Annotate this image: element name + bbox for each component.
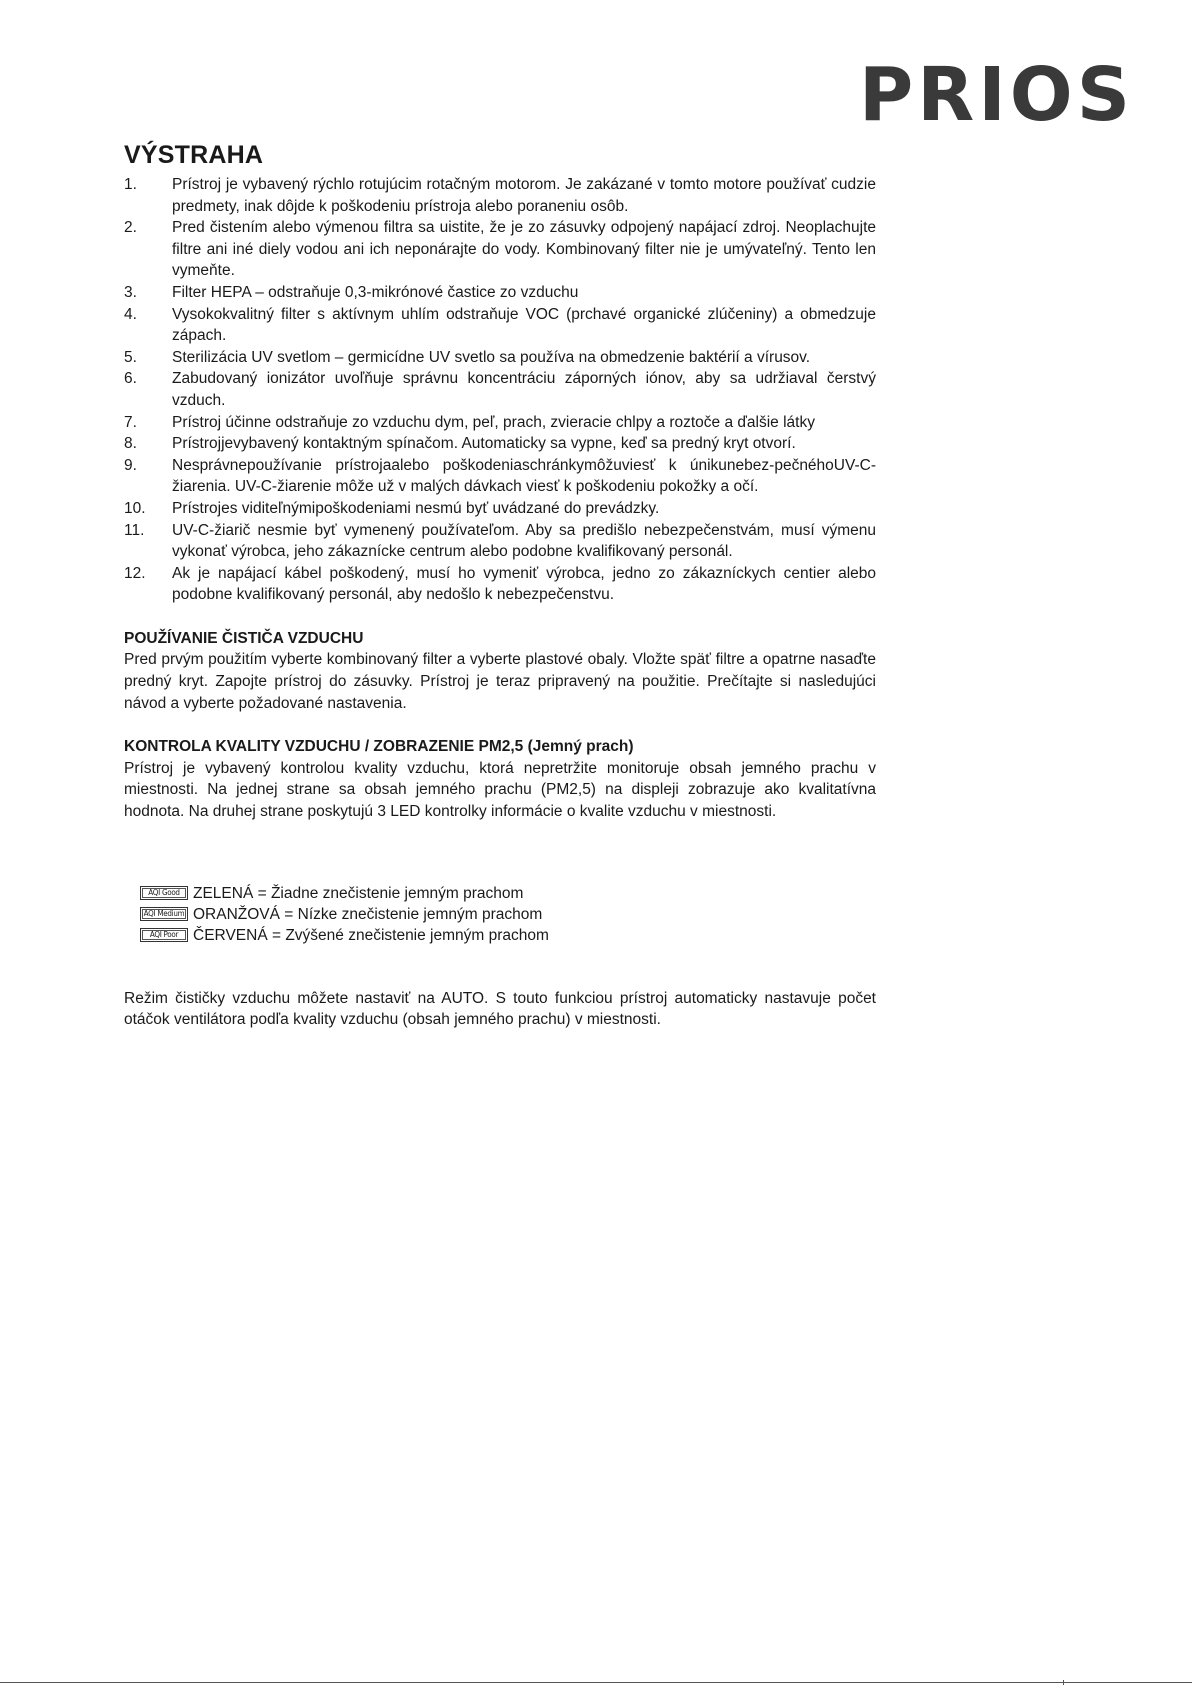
air-quality-heading: KONTROLA KVALITY VZDUCHU / ZOBRAZENIE PM2,5 (Jemný prach) [124, 738, 634, 756]
page-bottom-tick [1063, 1680, 1064, 1685]
warning-item-number: 5. [124, 348, 137, 366]
auto-mode-section [124, 988, 876, 1031]
warning-item [124, 498, 876, 520]
warning-item [124, 412, 876, 434]
aqi-legend-text: ZELENÁ = Žiadne znečistenie jemným prachom [193, 884, 524, 902]
warning-item-number: 3. [124, 283, 137, 301]
auto-mode-paragraph: Režim čističky vzduchu môžete nastaviť na AUTO. S touto funkciou prístroj automaticky nastavuje počet otáčok ventilátora podľa kvality vzduchu (obsah jemného prachu) v miestnosti. [124, 989, 876, 1029]
usage-paragraph: Pred prvým použitím vyberte kombinovaný filter a vyberte plastové obaly. Vložte späť filtre a opatrne nasaďte predný kryt. Zapojte prístroj do zásuvky. Prístroj je teraz pripravený na použitie. Prečítajte si nasledujúci návod a vyberte požadované nastavenia. [124, 651, 876, 712]
warning-item-text: Prístrojjevybavený kontaktným spínačom. Automaticky sa vypne, keď sa predný kryt otvorí. [172, 435, 796, 453]
page-bottom-rule [0, 1682, 1192, 1683]
aqi-legend-text: ORANŽOVÁ = Nízke znečistenie jemným prachom [193, 905, 543, 923]
warning-item-number: 2. [124, 219, 137, 237]
warning-item-number: 9. [124, 456, 137, 474]
aqi-legend-row [140, 883, 876, 904]
warning-item-number: 8. [124, 435, 137, 453]
warning-item-number: 11. [124, 521, 145, 539]
brand-logo: PRIOS [859, 52, 1134, 138]
warning-item-number: 12. [124, 564, 146, 582]
warning-item-text: Ak je napájací kábel poškodený, musí ho vymeniť výrobca, jedno zo zákazníckych centier alebo podobne kvalifikovaný personál, aby nedošlo k nebezpečenstvu. [172, 564, 876, 604]
warning-item-text: Zabudovaný ionizátor uvoľňuje správnu koncentráciu záporných iónov, aby sa udržiaval čerstvý vzduch. [172, 370, 876, 409]
warning-item [124, 433, 876, 455]
warning-item-number: 7. [124, 413, 137, 431]
warning-item [124, 282, 876, 304]
warning-item [124, 217, 876, 282]
document-body [124, 140, 876, 1031]
usage-heading: POUŽÍVANIE ČISTIČA VZDUCHU [124, 629, 364, 647]
warning-item-number: 4. [124, 305, 137, 323]
warning-item-text: Pred čistením alebo výmenou filtra sa uistite, že je zo zásuvky odpojený napájací zdroj. Neoplachujte filtre ani iné diely vodou ani ich neponárajte do vody. Kombinovaný filter nie je umývateľný. Tento len vymeňte. [172, 219, 876, 280]
warning-item [124, 520, 876, 563]
aqi-legend-text: ČERVENÁ = Zvýšené znečistenie jemným prachom [193, 926, 549, 944]
warning-title: VÝSTRAHA [124, 141, 264, 169]
warning-item [124, 347, 876, 369]
warning-item-text: Sterilizácia UV svetlom – germicídne UV svetlo sa používa na obmedzenie baktérií a vírusov. [172, 348, 811, 366]
warning-item-text: Nesprávnepoužívanie prístrojaalebo poškodeniaschránkymôžuviesť k únikunebez-pečnéhoUV-C-žiarenia. UV-C-žiarenie môže už v malých dávkach viesť k poškodeniu pokožky a očí. [172, 456, 876, 496]
warning-item-number: 10. [124, 499, 146, 517]
warning-item-text: Vysokokvalitný filter s aktívnym uhlím odstraňuje VOC (prchavé organické zlúčeniny) a obmedzuje zápach. [172, 305, 876, 345]
aqi-poor-badge: AQI Poor [140, 928, 188, 942]
warning-item-text: Filter HEPA – odstraňuje 0,3-mikrónové častice zo vzduchu [172, 283, 579, 301]
warning-item-text: Prístroj účinne odstraňuje zo vzduchu dym, peľ, prach, zvieracie chlpy a roztoče a ďalšie látky [172, 413, 815, 431]
warning-item-text: UV-C-žiarič nesmie byť vymenený používateľom. Aby sa predišlo nebezpečenstvám, musí výmenu vykonať výrobca, jeho zákaznícke centrum alebo podobne kvalifikovaný personál. [172, 521, 876, 561]
warning-item [124, 455, 876, 498]
air-quality-paragraph: Prístroj je vybavený kontrolou kvality vzduchu, ktorá nepretržite monitoruje obsah jemného prachu v miestnosti. Na jednej strane sa obsah jemného prachu (PM2,5) na displeji zobrazuje ako kvalitatívna hodnota. Na druhej strane poskytujú 3 LED kontrolky informácie o kvalite vzduchu v miestnosti. [124, 759, 876, 821]
aqi-good-badge: AQI Good [140, 886, 188, 900]
warning-item-number: 1. [124, 176, 137, 193]
aqi-medium-badge: AQI Medium [140, 907, 188, 921]
warning-item-text: Prístroj je vybavený rýchlo rotujúcim rotačným motorom. Je zakázané v tomto motore používať cudzie predmety, inak dôjde k poškodeniu prístroja alebo poraneniu osôb. [172, 176, 876, 215]
warning-list [124, 174, 876, 606]
warning-item [124, 368, 876, 411]
air-quality-section [124, 736, 876, 822]
warning-item-number: 6. [124, 370, 137, 388]
usage-section [124, 628, 876, 714]
warning-item [124, 304, 876, 347]
warning-item-text: Prístrojes viditeľnýmipoškodeniami nesmú byť uvádzané do prevádzky. [172, 499, 660, 517]
aqi-legend-row [140, 925, 876, 946]
warning-item [124, 563, 876, 606]
aqi-legend-row [140, 904, 876, 925]
warning-item [124, 174, 876, 217]
aqi-legend [140, 883, 876, 946]
